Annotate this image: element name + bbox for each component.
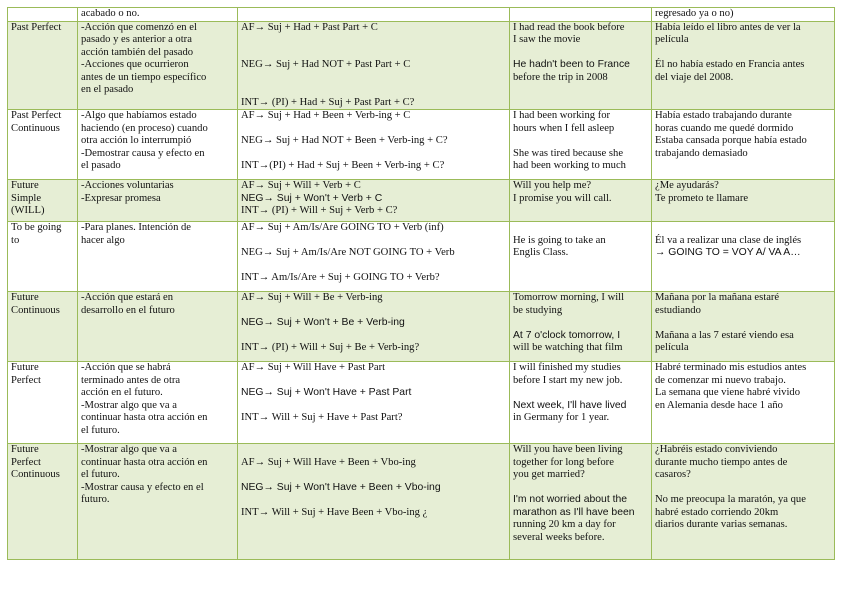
table-row <box>8 362 835 444</box>
tense-cell: Future Simple (WILL) <box>8 180 78 222</box>
example-es-cell: regresado ya o no) <box>652 8 835 22</box>
example-en-cell: I had read the book before I saw the movie He hadn't been to France before the trip in 2008 <box>510 21 652 110</box>
tense-cell: Future Perfect <box>8 362 78 444</box>
example-es-cell: Él va a realizar una clase de inglés → GOING TO = VOY A/ VA A… <box>652 222 835 292</box>
example-es-cell: Habré terminado mis estudios antes de comenzar mi nuevo trabajo. La semana que viene habré vivido en Alemania desde hace 1 año <box>652 362 835 444</box>
use-cell: acabado o no. <box>78 8 238 22</box>
table-row <box>8 292 835 362</box>
use-cell: -Algo que habíamos estado haciendo (en proceso) cuando otra acción lo interrumpió -Demostrar causa y efecto en el pasado <box>78 110 238 180</box>
structure-cell: AF→ Suj + Will Have + Past Part NEG→ Suj + Won't Have + Past Part INT→ Will + Suj + Have + Past Part? <box>238 362 510 444</box>
tenses-table <box>7 7 835 560</box>
example-en-cell: I had been working for hours when I fell asleep She was tired because she had been working to much <box>510 110 652 180</box>
structure-cell: AF→ Suj + Will + Be + Verb-ing NEG→ Suj + Won't + Be + Verb-ing INT→ (PI) + Will + Suj + Be + Verb-ing? <box>238 292 510 362</box>
tense-cell: Past Perfect Continuous <box>8 110 78 180</box>
example-es-cell: Había leído el libro antes de ver la película Él no había estado en Francia antes del viaje del 2008. <box>652 21 835 110</box>
use-cell: -Mostrar algo que va a continuar hasta otra acción en el futuro. -Mostrar causa y efecto en el futuro. <box>78 444 238 560</box>
use-cell: -Acción que estará en desarrollo en el futuro <box>78 292 238 362</box>
example-en-cell: He is going to take an Englis Class. <box>510 222 652 292</box>
tense-cell: To be going to <box>8 222 78 292</box>
tense-cell <box>8 8 78 22</box>
example-en-cell: Will you have been living together for long before you get married? I'm not worried about the marathon as I'll have been running 20 km a day for several weeks before. <box>510 444 652 560</box>
example-en-cell: I will finished my studies before I start my new job. Next week, I'll have lived in Germany for 1 year. <box>510 362 652 444</box>
table-row <box>8 180 835 222</box>
example-es-cell: Había estado trabajando durante horas cuando me quedé dormido Estaba cansada porque había estado trabajando demasiado <box>652 110 835 180</box>
table-row <box>8 444 835 560</box>
structure-cell: AF→ Suj + Had + Past Part + C NEG→ Suj + Had NOT + Past Part + C INT→ (PI) + Had + Suj + Past Part + C? <box>238 21 510 110</box>
tense-cell: Past Perfect <box>8 21 78 110</box>
use-cell: -Acciones voluntarias -Expresar promesa <box>78 180 238 222</box>
table-row <box>8 222 835 292</box>
example-es-cell: Mañana por la mañana estaré estudiando Mañana a las 7 estaré viendo esa película <box>652 292 835 362</box>
table-row <box>8 21 835 110</box>
example-en-cell <box>510 8 652 22</box>
structure-cell: AF→ Suj + Am/Is/Are GOING TO + Verb (inf) NEG→ Suj + Am/Is/Are NOT GOING TO + Verb INT→ Am/Is/Are + Suj + GOING TO + Verb? <box>238 222 510 292</box>
tense-cell: Future Perfect Continuous <box>8 444 78 560</box>
example-es-cell: ¿Habréis estado conviviendo durante mucho tiempo antes de casaros? No me preocupa la maratón, ya que habré estado corriendo 20km diarios durante varias semanas. <box>652 444 835 560</box>
table-row <box>8 8 835 22</box>
use-cell: -Acción que comenzó en el pasado y es anterior a otra acción también del pasado -Acciones que ocurrieron antes de un tiempo específico en el pasado <box>78 21 238 110</box>
use-cell: -Para planes. Intención de hacer algo <box>78 222 238 292</box>
table-row <box>8 110 835 180</box>
example-en-cell: Tomorrow morning, I will be studying At 7 o'clock tomorrow, I will be watching that film <box>510 292 652 362</box>
structure-cell: AF→ Suj + Will + Verb + C NEG→ Suj + Won't + Verb + C INT→ (PI) + Will + Suj + Verb + C? <box>238 180 510 222</box>
structure-cell: AF→ Suj + Will Have + Been + Vbo-ing NEG→ Suj + Won't Have + Been + Vbo-ing INT→ Will + Suj + Have Been + Vbo-ing ¿ <box>238 444 510 560</box>
tense-cell: Future Continuous <box>8 292 78 362</box>
example-en-cell: Will you help me? I promise you will call. <box>510 180 652 222</box>
example-es-cell: ¿Me ayudarás? Te prometo te llamare <box>652 180 835 222</box>
use-cell: -Acción que se habrá terminado antes de otra acción en el futuro. -Mostrar algo que va a continuar hasta otra acción en el futuro. <box>78 362 238 444</box>
structure-cell <box>238 8 510 22</box>
structure-cell: AF→ Suj + Had + Been + Verb-ing + C NEG→ Suj + Had NOT + Been + Verb-ing + C? INT→(PI) + Had + Suj + Been + Verb-ing + C? <box>238 110 510 180</box>
